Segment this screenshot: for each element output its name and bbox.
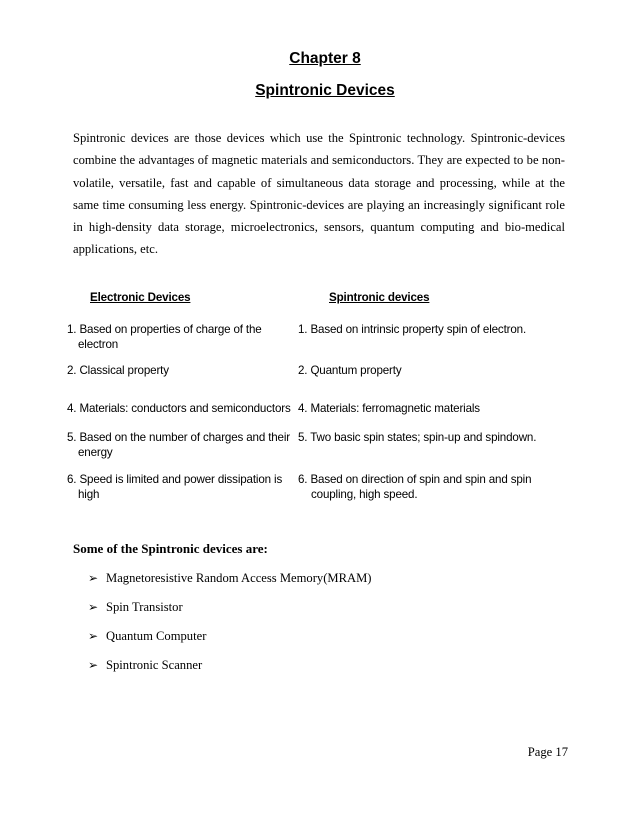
page-number: Page 17 bbox=[527, 745, 568, 759]
arrowhead-bullet-icon: ➢ bbox=[88, 629, 99, 643]
list-item-label: Spintronic Scanner bbox=[106, 658, 203, 672]
devices-list bbox=[88, 571, 371, 687]
electronic-cell: 1. Based on properties of charge of the electron bbox=[67, 323, 262, 351]
electronic-devices-header: Electronic Devices bbox=[90, 291, 191, 304]
list-item bbox=[88, 658, 371, 687]
electronic-cell: 5. Based on the number of charges and their energy bbox=[67, 431, 290, 459]
arrowhead-bullet-icon: ➢ bbox=[88, 600, 99, 614]
electronic-cell: 6. Speed is limited and power dissipation is high bbox=[67, 473, 283, 501]
spintronic-cell: 5. Two basic spin states; spin-up and spindown. bbox=[298, 431, 537, 444]
spintronic-devices-header: Spintronic devices bbox=[329, 291, 430, 304]
list-item-label: Spin Transistor bbox=[106, 600, 183, 614]
spintronic-cell: 2. Quantum property bbox=[298, 364, 402, 377]
spintronic-cell: 1. Based on intrinsic property spin of electron. bbox=[298, 323, 527, 336]
list-item-label: Magnetoresistive Random Access Memory(MRAM) bbox=[106, 571, 372, 585]
spintronic-cell: 4. Materials: ferromagnetic materials bbox=[298, 402, 480, 415]
page-title: Spintronic Devices bbox=[255, 82, 395, 99]
intro-paragraph: Spintronic devices are those devices which use the Spintronic technology. Spintronic-devices combine the advantages of magnetic materials and semiconductors. They are expected to be non-volatile, versatile, fast and capable of simultaneous data storage and processing, while at the same time consuming less energy. Spintronic-devices are playing an increasingly significant role in high-density data storage, microelectronics, sensors, quantum computing and bio-medical applications, etc. bbox=[73, 131, 565, 257]
chapter-heading: Chapter 8 bbox=[289, 50, 361, 67]
spintronic-cell: 6. Based on direction of spin and spin and spin coupling, high speed. bbox=[298, 473, 532, 501]
list-item bbox=[88, 629, 371, 658]
list-item bbox=[88, 600, 371, 629]
electronic-cell: 4. Materials: conductors and semiconductors bbox=[67, 402, 291, 415]
devices-heading: Some of the Spintronic devices are: bbox=[73, 541, 268, 556]
arrowhead-bullet-icon: ➢ bbox=[88, 571, 99, 585]
arrowhead-bullet-icon: ➢ bbox=[88, 658, 99, 672]
list-item bbox=[88, 571, 371, 600]
electronic-cell: 2. Classical property bbox=[67, 364, 169, 377]
list-item-label: Quantum Computer bbox=[106, 629, 207, 643]
